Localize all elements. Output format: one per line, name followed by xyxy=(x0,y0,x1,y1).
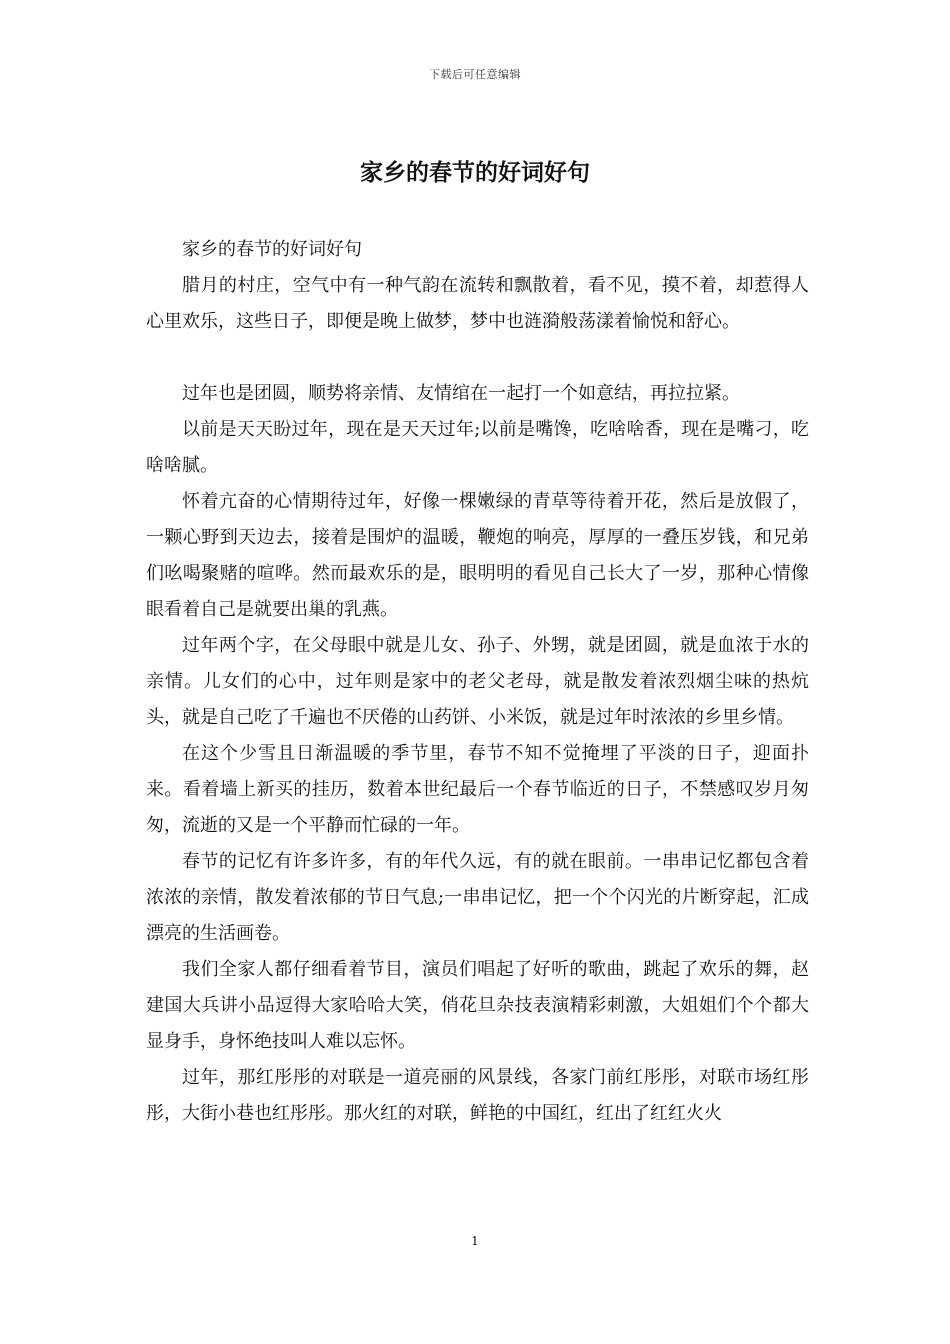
paragraph: 过年，那红彤彤的对联是一道亮丽的风景线，各家门前红彤彤，对联市场红彤彤，大街小巷也红彤彤。那火红的对联，鲜艳的中国红，红出了红红火火 xyxy=(146,1067,809,1124)
paragraph: 在这个少雪且日渐温暖的季节里，春节不知不觉掩埋了平淡的日子，迎面扑来。看着墙上新买的挂历，数着本世纪最后一个春节临近的日子，不禁感叹岁月匆匆，流逝的又是一个平静而忙碌的一年。 xyxy=(146,743,809,836)
paragraph: 怀着亢奋的心情期待过年，好像一棵嫩绿的青草等待着开花，然后是放假了，一颗心野到天边去，接着是围炉的温暖，鞭炮的响亮，厚厚的一叠压岁钱，和兄弟们吆喝聚赌的喧哗。然而最欢乐的是，眼明明的看见自己长大了一岁，那种心情像眼看着自己是就要出巢的乳燕。 xyxy=(146,491,809,620)
header-note: 下载后可任意编辑 xyxy=(429,68,521,81)
paragraph-subtitle: 家乡的春节的好词好句 xyxy=(182,239,362,260)
paragraph: 以前是天天盼过年，现在是天天过年;以前是嘴馋，吃啥啥香，现在是嘴刁，吃啥啥腻。 xyxy=(146,419,809,476)
paragraph: 腊月的村庄，空气中有一种气韵在流转和飘散着，看不见，摸不着，却惹得人心里欢乐，这些日子，即便是晚上做梦，梦中也涟漪般荡漾着愉悦和舒心。 xyxy=(146,275,809,332)
paragraph: 过年也是团圆，顺势将亲情、友情绾在一起打一个如意结，再拉拉紧。 xyxy=(182,383,740,404)
paragraph: 春节的记忆有许多许多，有的年代久远，有的就在眼前。一串串记忆都包含着浓浓的亲情，散发着浓郁的节日气息;一串串记忆，把一个个闪光的片断穿起，汇成漂亮的生活画卷。 xyxy=(146,851,809,944)
paragraph: 我们全家人都仔细看着节目，演员们唱起了好听的歌曲，跳起了欢乐的舞，赵建国大兵讲小品逗得大家哈哈大笑，俏花旦杂技表演精彩刺激，大姐姐们个个都大显身手，身怀绝技叫人难以忘怀。 xyxy=(146,959,809,1052)
document-body xyxy=(146,232,809,1132)
paragraph: 过年两个字，在父母眼中就是儿女、孙子、外甥，就是团圆，就是血浓于水的亲情。儿女们的心中，过年则是家中的老父老母，就是散发着浓烈烟尘味的热炕头，就是自己吃了千遍也不厌倦的山药饼、小米饭，就是过年时浓浓的乡里乡情。 xyxy=(146,635,809,728)
document-title: 家乡的春节的好词好句 xyxy=(360,159,590,186)
page-number: 1 xyxy=(471,1234,479,1248)
